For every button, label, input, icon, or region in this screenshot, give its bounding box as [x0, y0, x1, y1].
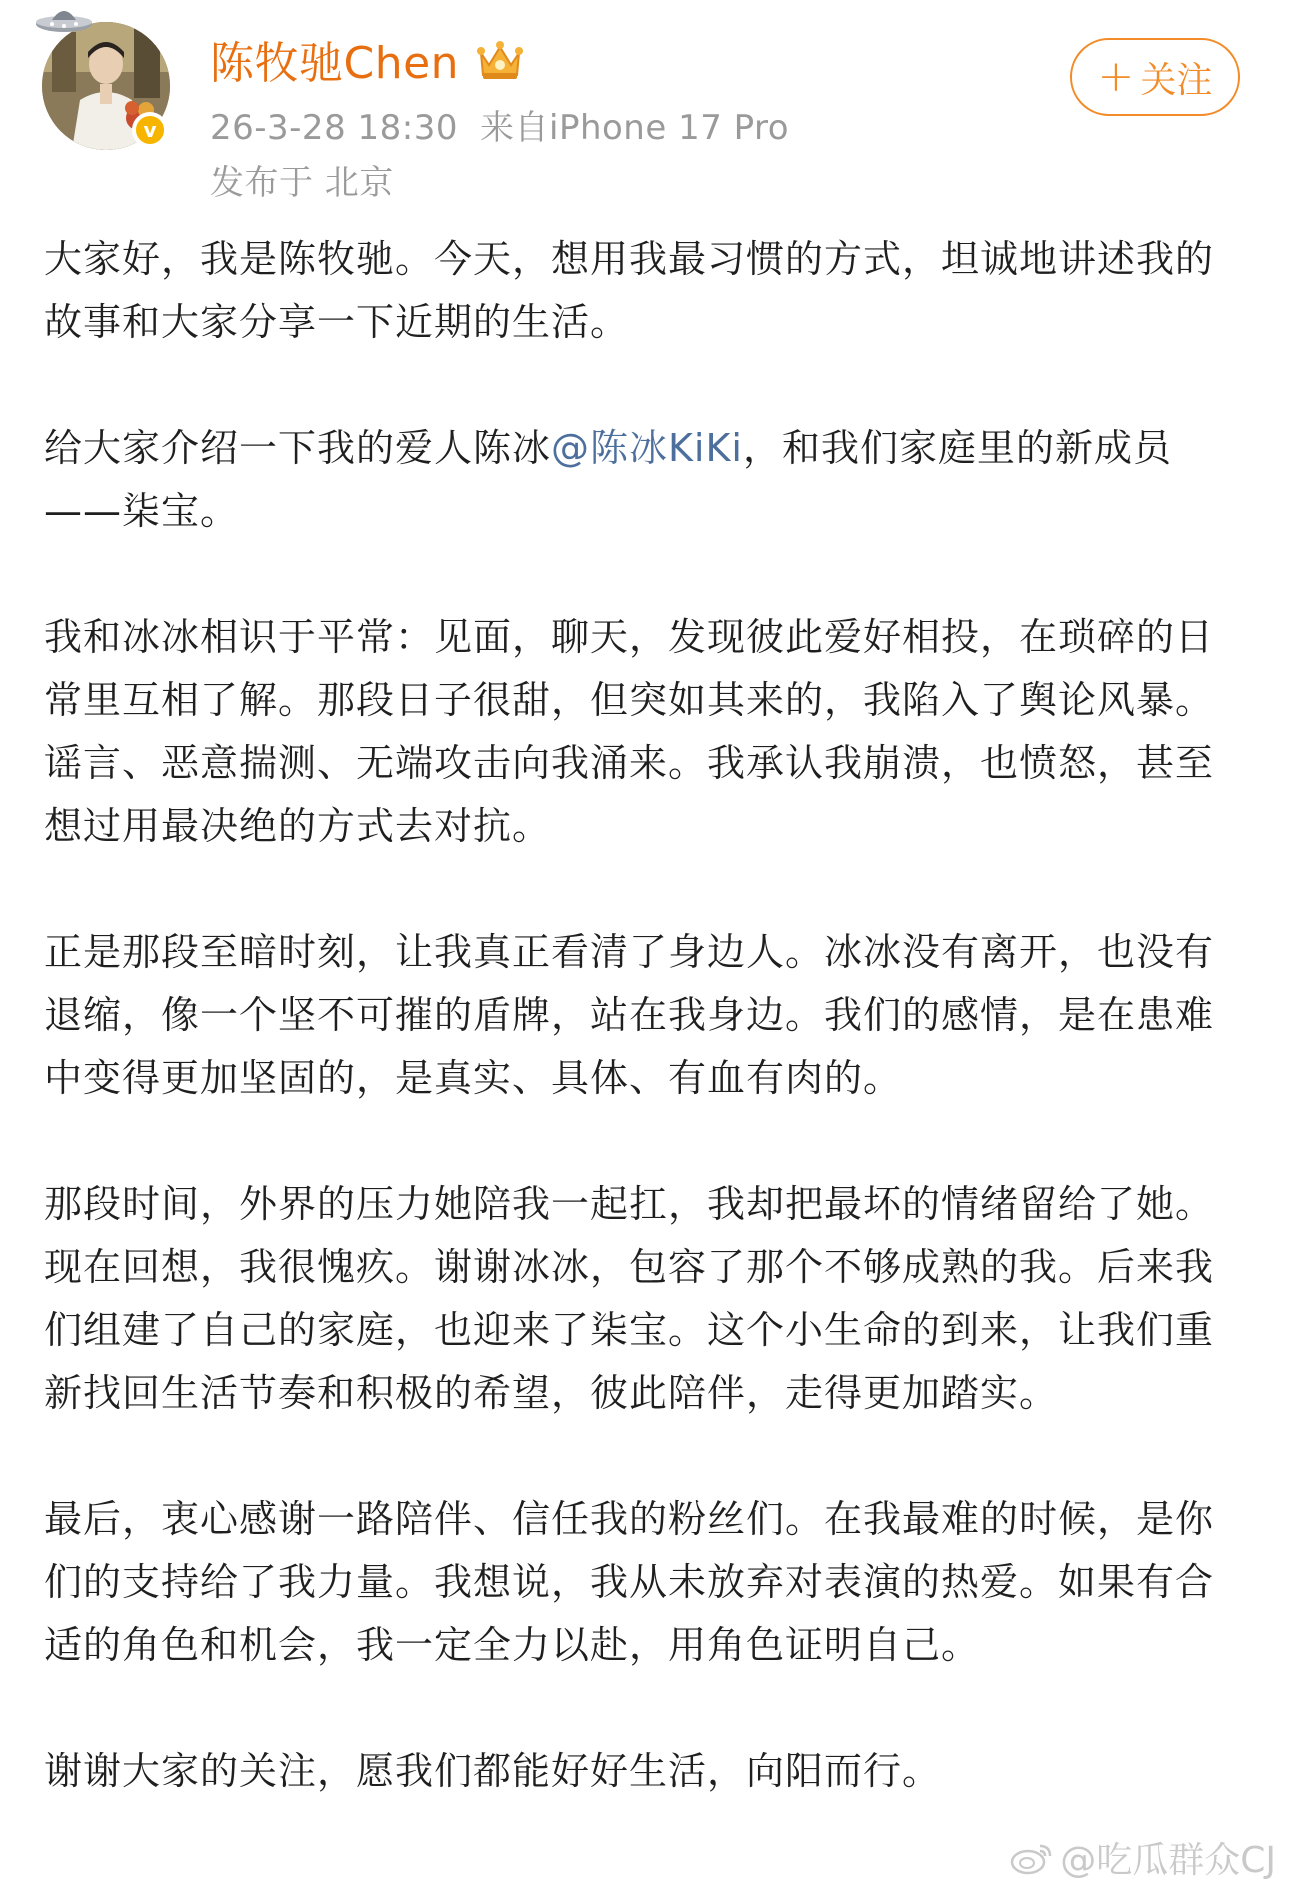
- post-paragraph-2-end: ，和我们家庭里的新成员——柒宝。: [44, 426, 1172, 533]
- post-location: 发布于 北京: [210, 163, 394, 203]
- post-paragraph-1: 大家好，我是陈牧驰。今天，想用我最习惯的方式，坦诚地讲述我的故事和大家分享一下近期的生活。: [44, 237, 1215, 344]
- author-name[interactable]: 陈牧驰Chen: [210, 38, 460, 89]
- post-paragraph-5: 那段时间，外界的压力她陪我一起扛，我却把最坏的情绪留给了她。现在回想，我很愧疚。谢谢冰冰，包容了那个不够成熟的我。后来我们组建了自己的家庭，也迎来了柒宝。这个小生命的到来，让我们重新找回生活节奏和积极的希望，彼此陪伴，走得更加踏实。: [44, 1182, 1215, 1415]
- post-paragraph-4: 正是那段至暗时刻，让我真正看清了身边人。冰冰没有离开，也没有退缩，像一个坚不可摧的盾牌，站在我身边。我们的感情，是在患难中变得更加坚固的，是真实、具体、有血有肉的。: [44, 930, 1215, 1100]
- post-paragraph-6: 最后，衷心感谢一路陪伴、信任我的粉丝们。在我最难的时候，是你们的支持给了我力量。我想说，我从未放弃对表演的热爱。如果有合适的角色和机会，我一定全力以赴，用角色证明自己。: [44, 1497, 1215, 1667]
- watermark-text: @吃瓜群众CJ: [1060, 1840, 1276, 1881]
- crown-icon[interactable]: [473, 35, 527, 83]
- post-time: 26-3-28 18:30: [210, 108, 458, 148]
- avatar[interactable]: [42, 22, 170, 150]
- ufo-pendant-icon: [34, 2, 94, 36]
- watermark: [1010, 1832, 1276, 1883]
- post-paragraph-2: [44, 417, 1234, 543]
- post-meta: [210, 100, 789, 149]
- verified-badge-icon: v: [132, 112, 168, 148]
- follow-button-label: 关注: [1140, 59, 1213, 101]
- mention-link[interactable]: @陈冰KiKi: [551, 426, 743, 470]
- post-body: [44, 228, 1234, 1803]
- weibo-logo-icon: [1010, 1840, 1054, 1876]
- post-paragraph-7: 谢谢大家的关注，愿我们都能好好生活，向阳而行。: [44, 1749, 942, 1793]
- post-header: [0, 0, 1290, 220]
- post-source: 来自iPhone 17 Pro: [480, 108, 790, 148]
- plus-icon: +: [1097, 51, 1135, 102]
- post-paragraph-3: 我和冰冰相识于平常：见面，聊天，发现彼此爱好相投，在琐碎的日常里互相了解。那段日子很甜，但突如其来的，我陷入了舆论风暴。谣言、恶意揣测、无端攻击向我涌来。我承认我崩溃，也愤怒，甚至想过用最决绝的方式去对抗。: [44, 615, 1215, 848]
- author-row: [210, 28, 527, 90]
- post-paragraph-2-start: 给大家介绍一下我的爱人陈冰: [44, 426, 552, 470]
- follow-button[interactable]: [1070, 38, 1240, 116]
